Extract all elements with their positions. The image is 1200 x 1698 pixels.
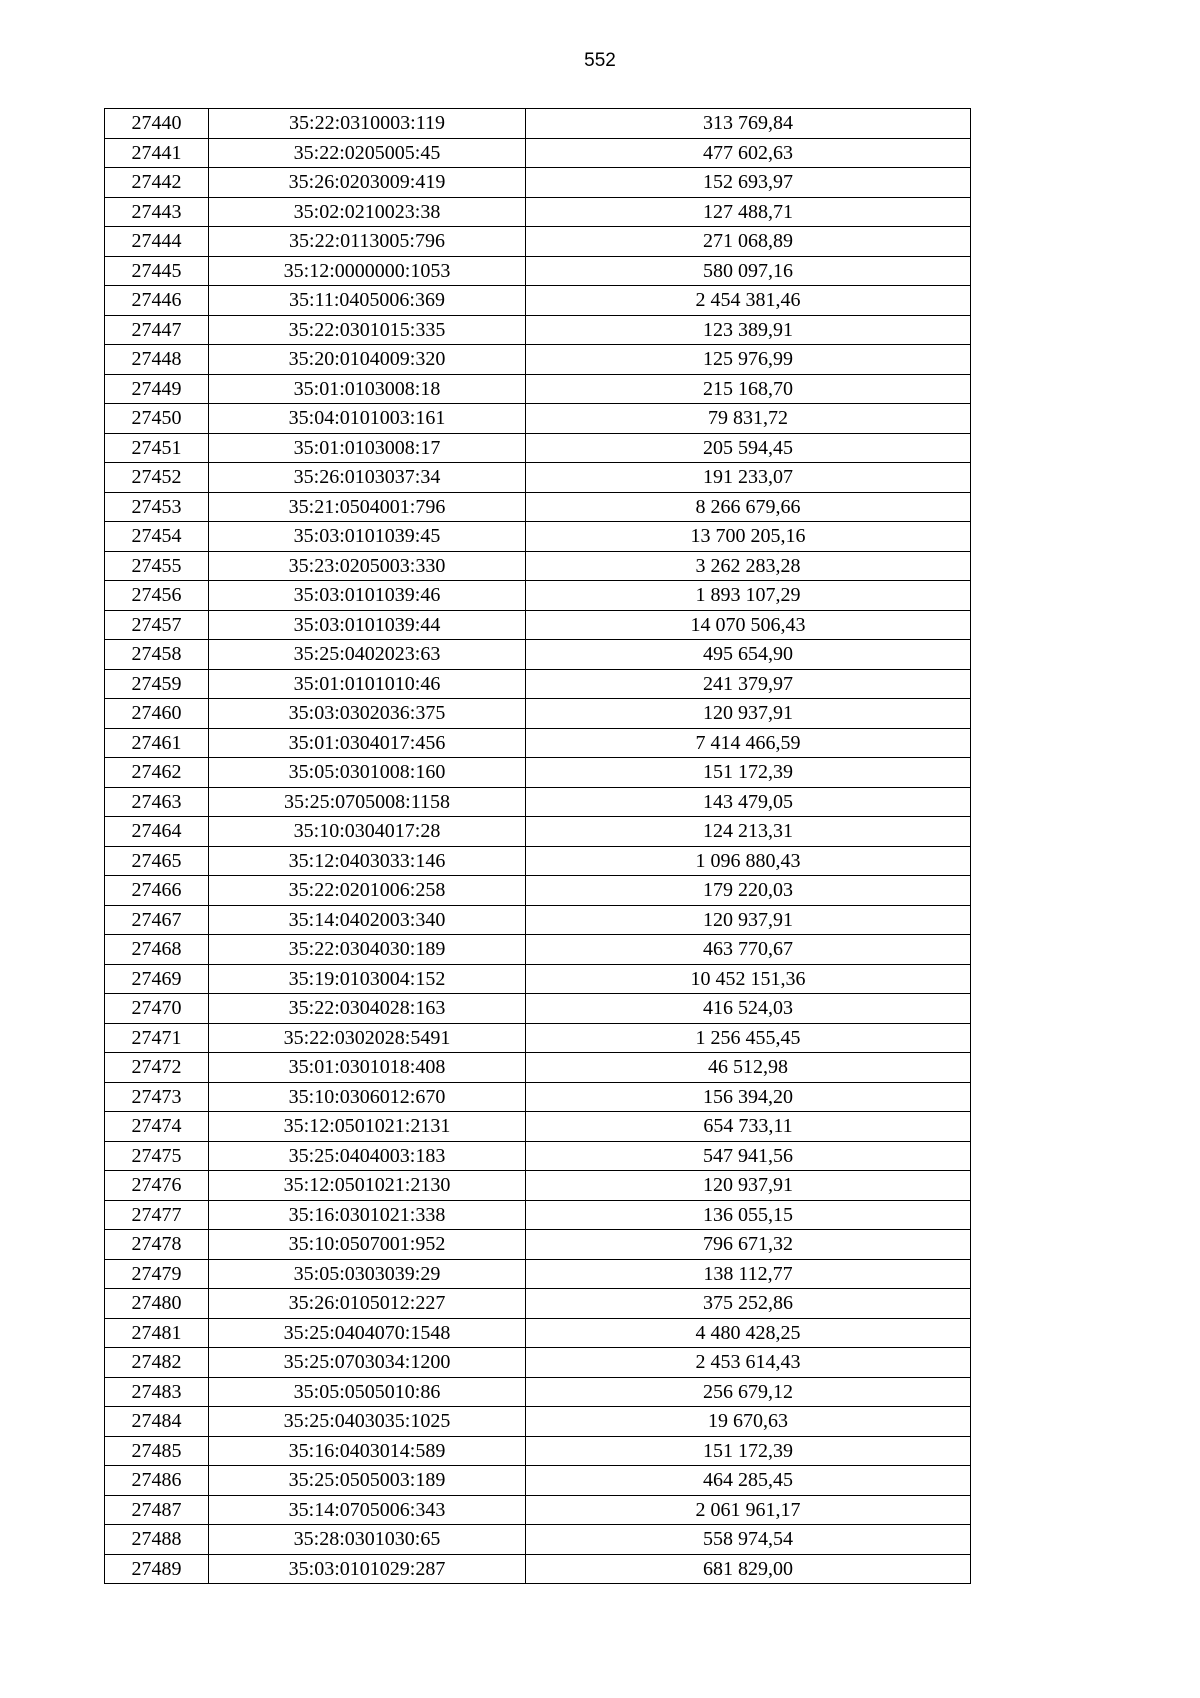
table-row bbox=[105, 905, 971, 935]
table-row bbox=[105, 109, 971, 139]
value-cell: 1 893 107,29 bbox=[526, 581, 971, 611]
value-cell: 2 454 381,46 bbox=[526, 286, 971, 316]
value-cell: 7 414 466,59 bbox=[526, 728, 971, 758]
registry-table bbox=[104, 108, 971, 1584]
record-number-cell: 27446 bbox=[105, 286, 209, 316]
table-row bbox=[105, 551, 971, 581]
table-row bbox=[105, 345, 971, 375]
cadastral-number-cell: 35:28:0301030:65 bbox=[209, 1525, 526, 1555]
table-row bbox=[105, 197, 971, 227]
table-row bbox=[105, 463, 971, 493]
record-number-cell: 27445 bbox=[105, 256, 209, 286]
value-cell: 256 679,12 bbox=[526, 1377, 971, 1407]
cadastral-number-cell: 35:21:0504001:796 bbox=[209, 492, 526, 522]
value-cell: 215 168,70 bbox=[526, 374, 971, 404]
record-number-cell: 27478 bbox=[105, 1230, 209, 1260]
record-number-cell: 27441 bbox=[105, 138, 209, 168]
record-number-cell: 27462 bbox=[105, 758, 209, 788]
value-cell: 1 096 880,43 bbox=[526, 846, 971, 876]
record-number-cell: 27488 bbox=[105, 1525, 209, 1555]
cadastral-number-cell: 35:12:0403033:146 bbox=[209, 846, 526, 876]
cadastral-number-cell: 35:22:0113005:796 bbox=[209, 227, 526, 257]
record-number-cell: 27472 bbox=[105, 1053, 209, 1083]
record-number-cell: 27479 bbox=[105, 1259, 209, 1289]
table-row bbox=[105, 610, 971, 640]
cadastral-number-cell: 35:22:0201006:258 bbox=[209, 876, 526, 906]
cadastral-number-cell: 35:26:0203009:419 bbox=[209, 168, 526, 198]
cadastral-number-cell: 35:10:0304017:28 bbox=[209, 817, 526, 847]
page-number: 552 bbox=[584, 50, 616, 71]
value-cell: 125 976,99 bbox=[526, 345, 971, 375]
value-cell: 156 394,20 bbox=[526, 1082, 971, 1112]
table-row bbox=[105, 1318, 971, 1348]
value-cell: 151 172,39 bbox=[526, 1436, 971, 1466]
cadastral-number-cell: 35:03:0101039:46 bbox=[209, 581, 526, 611]
record-number-cell: 27484 bbox=[105, 1407, 209, 1437]
value-cell: 477 602,63 bbox=[526, 138, 971, 168]
table-row bbox=[105, 138, 971, 168]
table-row bbox=[105, 846, 971, 876]
table-row bbox=[105, 1348, 971, 1378]
value-cell: 2 061 961,17 bbox=[526, 1495, 971, 1525]
cadastral-number-cell: 35:22:0301015:335 bbox=[209, 315, 526, 345]
cadastral-number-cell: 35:22:0304030:189 bbox=[209, 935, 526, 965]
table-row bbox=[105, 227, 971, 257]
table-row bbox=[105, 1495, 971, 1525]
cadastral-number-cell: 35:25:0403035:1025 bbox=[209, 1407, 526, 1437]
cadastral-number-cell: 35:20:0104009:320 bbox=[209, 345, 526, 375]
record-number-cell: 27476 bbox=[105, 1171, 209, 1201]
record-number-cell: 27452 bbox=[105, 463, 209, 493]
table-row bbox=[105, 964, 971, 994]
cadastral-number-cell: 35:03:0101039:45 bbox=[209, 522, 526, 552]
value-cell: 10 452 151,36 bbox=[526, 964, 971, 994]
record-number-cell: 27444 bbox=[105, 227, 209, 257]
cadastral-number-cell: 35:25:0505003:189 bbox=[209, 1466, 526, 1496]
cadastral-number-cell: 35:22:0304028:163 bbox=[209, 994, 526, 1024]
table-row bbox=[105, 1053, 971, 1083]
record-number-cell: 27460 bbox=[105, 699, 209, 729]
value-cell: 580 097,16 bbox=[526, 256, 971, 286]
table-row bbox=[105, 1141, 971, 1171]
table-row bbox=[105, 817, 971, 847]
table-row bbox=[105, 1200, 971, 1230]
table-row bbox=[105, 1289, 971, 1319]
cadastral-number-cell: 35:11:0405006:369 bbox=[209, 286, 526, 316]
value-cell: 120 937,91 bbox=[526, 905, 971, 935]
record-number-cell: 27448 bbox=[105, 345, 209, 375]
record-number-cell: 27467 bbox=[105, 905, 209, 935]
cadastral-number-cell: 35:26:0105012:227 bbox=[209, 1289, 526, 1319]
table-row bbox=[105, 1436, 971, 1466]
cadastral-number-cell: 35:10:0507001:952 bbox=[209, 1230, 526, 1260]
record-number-cell: 27440 bbox=[105, 109, 209, 139]
value-cell: 3 262 283,28 bbox=[526, 551, 971, 581]
record-number-cell: 27450 bbox=[105, 404, 209, 434]
record-number-cell: 27475 bbox=[105, 1141, 209, 1171]
cadastral-number-cell: 35:26:0103037:34 bbox=[209, 463, 526, 493]
record-number-cell: 27480 bbox=[105, 1289, 209, 1319]
table-row bbox=[105, 876, 971, 906]
cadastral-number-cell: 35:22:0302028:5491 bbox=[209, 1023, 526, 1053]
record-number-cell: 27453 bbox=[105, 492, 209, 522]
table-row bbox=[105, 492, 971, 522]
cadastral-number-cell: 35:25:0705008:1158 bbox=[209, 787, 526, 817]
cadastral-number-cell: 35:22:0310003:119 bbox=[209, 109, 526, 139]
cadastral-number-cell: 35:02:0210023:38 bbox=[209, 197, 526, 227]
cadastral-number-cell: 35:01:0103008:17 bbox=[209, 433, 526, 463]
cadastral-number-cell: 35:12:0501021:2130 bbox=[209, 1171, 526, 1201]
cadastral-number-cell: 35:25:0703034:1200 bbox=[209, 1348, 526, 1378]
table-row bbox=[105, 758, 971, 788]
record-number-cell: 27458 bbox=[105, 640, 209, 670]
cadastral-number-cell: 35:22:0205005:45 bbox=[209, 138, 526, 168]
table-row bbox=[105, 581, 971, 611]
table-row bbox=[105, 404, 971, 434]
value-cell: 796 671,32 bbox=[526, 1230, 971, 1260]
value-cell: 151 172,39 bbox=[526, 758, 971, 788]
cadastral-number-cell: 35:10:0306012:670 bbox=[209, 1082, 526, 1112]
cadastral-number-cell: 35:14:0402003:340 bbox=[209, 905, 526, 935]
value-cell: 681 829,00 bbox=[526, 1554, 971, 1584]
cadastral-number-cell: 35:12:0501021:2131 bbox=[209, 1112, 526, 1142]
table-row bbox=[105, 1171, 971, 1201]
table-row bbox=[105, 1377, 971, 1407]
table-row bbox=[105, 699, 971, 729]
value-cell: 558 974,54 bbox=[526, 1525, 971, 1555]
value-cell: 271 068,89 bbox=[526, 227, 971, 257]
record-number-cell: 27468 bbox=[105, 935, 209, 965]
table-row bbox=[105, 1112, 971, 1142]
table-row bbox=[105, 1259, 971, 1289]
value-cell: 375 252,86 bbox=[526, 1289, 971, 1319]
record-number-cell: 27447 bbox=[105, 315, 209, 345]
record-number-cell: 27474 bbox=[105, 1112, 209, 1142]
table-row bbox=[105, 286, 971, 316]
record-number-cell: 27486 bbox=[105, 1466, 209, 1496]
registry-table-body bbox=[105, 109, 971, 1584]
table-row bbox=[105, 1525, 971, 1555]
record-number-cell: 27473 bbox=[105, 1082, 209, 1112]
cadastral-number-cell: 35:25:0404003:183 bbox=[209, 1141, 526, 1171]
record-number-cell: 27489 bbox=[105, 1554, 209, 1584]
record-number-cell: 27487 bbox=[105, 1495, 209, 1525]
record-number-cell: 27482 bbox=[105, 1348, 209, 1378]
cadastral-number-cell: 35:01:0103008:18 bbox=[209, 374, 526, 404]
record-number-cell: 27457 bbox=[105, 610, 209, 640]
record-number-cell: 27449 bbox=[105, 374, 209, 404]
table-row bbox=[105, 669, 971, 699]
record-number-cell: 27451 bbox=[105, 433, 209, 463]
table-row bbox=[105, 1230, 971, 1260]
table-row bbox=[105, 374, 971, 404]
table-row bbox=[105, 522, 971, 552]
cadastral-number-cell: 35:05:0301008:160 bbox=[209, 758, 526, 788]
record-number-cell: 27459 bbox=[105, 669, 209, 699]
value-cell: 1 256 455,45 bbox=[526, 1023, 971, 1053]
table-row bbox=[105, 315, 971, 345]
record-number-cell: 27477 bbox=[105, 1200, 209, 1230]
value-cell: 241 379,97 bbox=[526, 669, 971, 699]
cadastral-number-cell: 35:19:0103004:152 bbox=[209, 964, 526, 994]
record-number-cell: 27470 bbox=[105, 994, 209, 1024]
value-cell: 416 524,03 bbox=[526, 994, 971, 1024]
value-cell: 191 233,07 bbox=[526, 463, 971, 493]
table-row bbox=[105, 1466, 971, 1496]
cadastral-number-cell: 35:05:0505010:86 bbox=[209, 1377, 526, 1407]
record-number-cell: 27463 bbox=[105, 787, 209, 817]
record-number-cell: 27471 bbox=[105, 1023, 209, 1053]
value-cell: 127 488,71 bbox=[526, 197, 971, 227]
value-cell: 495 654,90 bbox=[526, 640, 971, 670]
cadastral-number-cell: 35:01:0101010:46 bbox=[209, 669, 526, 699]
cadastral-number-cell: 35:04:0101003:161 bbox=[209, 404, 526, 434]
value-cell: 464 285,45 bbox=[526, 1466, 971, 1496]
value-cell: 313 769,84 bbox=[526, 109, 971, 139]
cadastral-number-cell: 35:01:0301018:408 bbox=[209, 1053, 526, 1083]
table-row bbox=[105, 256, 971, 286]
value-cell: 138 112,77 bbox=[526, 1259, 971, 1289]
record-number-cell: 27485 bbox=[105, 1436, 209, 1466]
value-cell: 120 937,91 bbox=[526, 1171, 971, 1201]
cadastral-number-cell: 35:03:0101029:287 bbox=[209, 1554, 526, 1584]
cadastral-number-cell: 35:01:0304017:456 bbox=[209, 728, 526, 758]
record-number-cell: 27469 bbox=[105, 964, 209, 994]
table-row bbox=[105, 1082, 971, 1112]
table-row bbox=[105, 728, 971, 758]
table-row bbox=[105, 433, 971, 463]
table-row bbox=[105, 1407, 971, 1437]
value-cell: 547 941,56 bbox=[526, 1141, 971, 1171]
value-cell: 2 453 614,43 bbox=[526, 1348, 971, 1378]
table-row bbox=[105, 787, 971, 817]
cadastral-number-cell: 35:12:0000000:1053 bbox=[209, 256, 526, 286]
table-row bbox=[105, 1023, 971, 1053]
record-number-cell: 27461 bbox=[105, 728, 209, 758]
value-cell: 152 693,97 bbox=[526, 168, 971, 198]
cadastral-number-cell: 35:14:0705006:343 bbox=[209, 1495, 526, 1525]
cadastral-number-cell: 35:16:0403014:589 bbox=[209, 1436, 526, 1466]
value-cell: 79 831,72 bbox=[526, 404, 971, 434]
record-number-cell: 27465 bbox=[105, 846, 209, 876]
record-number-cell: 27483 bbox=[105, 1377, 209, 1407]
value-cell: 136 055,15 bbox=[526, 1200, 971, 1230]
value-cell: 179 220,03 bbox=[526, 876, 971, 906]
record-number-cell: 27443 bbox=[105, 197, 209, 227]
record-number-cell: 27456 bbox=[105, 581, 209, 611]
value-cell: 205 594,45 bbox=[526, 433, 971, 463]
value-cell: 654 733,11 bbox=[526, 1112, 971, 1142]
value-cell: 124 213,31 bbox=[526, 817, 971, 847]
table-row bbox=[105, 640, 971, 670]
value-cell: 120 937,91 bbox=[526, 699, 971, 729]
record-number-cell: 27464 bbox=[105, 817, 209, 847]
cadastral-number-cell: 35:25:0404070:1548 bbox=[209, 1318, 526, 1348]
value-cell: 143 479,05 bbox=[526, 787, 971, 817]
table-row bbox=[105, 994, 971, 1024]
record-number-cell: 27454 bbox=[105, 522, 209, 552]
value-cell: 8 266 679,66 bbox=[526, 492, 971, 522]
value-cell: 13 700 205,16 bbox=[526, 522, 971, 552]
record-number-cell: 27442 bbox=[105, 168, 209, 198]
value-cell: 123 389,91 bbox=[526, 315, 971, 345]
cadastral-number-cell: 35:03:0302036:375 bbox=[209, 699, 526, 729]
table-row bbox=[105, 168, 971, 198]
cadastral-number-cell: 35:05:0303039:29 bbox=[209, 1259, 526, 1289]
table-row bbox=[105, 935, 971, 965]
cadastral-number-cell: 35:25:0402023:63 bbox=[209, 640, 526, 670]
record-number-cell: 27466 bbox=[105, 876, 209, 906]
value-cell: 19 670,63 bbox=[526, 1407, 971, 1437]
table-row bbox=[105, 1554, 971, 1584]
cadastral-number-cell: 35:16:0301021:338 bbox=[209, 1200, 526, 1230]
cadastral-number-cell: 35:23:0205003:330 bbox=[209, 551, 526, 581]
cadastral-number-cell: 35:03:0101039:44 bbox=[209, 610, 526, 640]
value-cell: 4 480 428,25 bbox=[526, 1318, 971, 1348]
value-cell: 14 070 506,43 bbox=[526, 610, 971, 640]
value-cell: 46 512,98 bbox=[526, 1053, 971, 1083]
record-number-cell: 27481 bbox=[105, 1318, 209, 1348]
value-cell: 463 770,67 bbox=[526, 935, 971, 965]
record-number-cell: 27455 bbox=[105, 551, 209, 581]
